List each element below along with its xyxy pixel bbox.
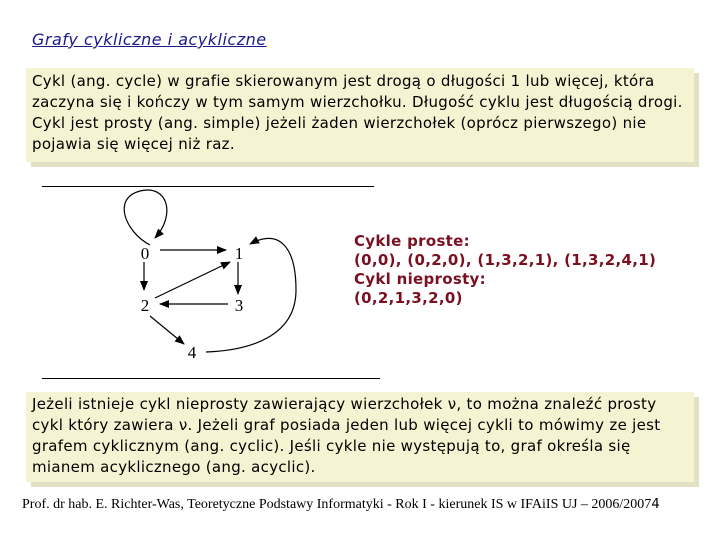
node-4-label: 4 <box>187 343 197 362</box>
simple-cycles-values: (0,0), (0,2,0), (1,3,2,1), (1,3,2,4,1) <box>354 251 657 269</box>
edge-0-0 <box>124 190 167 245</box>
node-0-label: 0 <box>140 244 150 263</box>
nonsimple-cycle-label: Cykl nieprosty: <box>354 270 486 288</box>
conclusion-text: Jeżeli istnieje cykl nieprosty zawierający wierzchołek ν, to można znaleźć prosty cykl który zawiera ν. Jeżeli graf posiada jeden lub więcej cykli to mówimy ze jest grafem cyklicznym (ang. cyclic). Jeśli cykle nie występują to, graf określa się mianem acyklicznego (ang. acyclic). <box>32 395 661 476</box>
definition-text: Cykl (ang. cycle) w grafie skierowanym jest drogą o długości 1 lub więcej, która zaczyna się i kończy w tym samym wierzchołku. Długość cyklu jest długością drogi. Cykl jest prosty (ang. simple) jeżeli żaden wierzchołek (oprócz pierwszego) nie pojawia się więcej niż raz. <box>32 72 683 153</box>
node-1-label: 1 <box>234 244 244 263</box>
nonsimple-cycle-values: (0,2,1,3,2,0) <box>354 289 463 307</box>
conclusion-box <box>26 392 694 482</box>
edge-2-4 <box>150 316 184 344</box>
simple-cycles-label: Cykle proste: <box>354 232 470 250</box>
edge-4-1 <box>206 239 296 352</box>
cycles-list <box>354 232 656 308</box>
page-title: Grafy cykliczne i acykliczne <box>32 30 267 49</box>
footer-text: Prof. dr hab. E. Richter-Was, Teoretyczne Podstawy Informatyki - Rok I - kierunek IS w IFAiIS UJ – 2006/2007 <box>22 497 652 512</box>
divider-bottom <box>42 378 380 379</box>
page-number: 4 <box>651 497 660 512</box>
node-2-label: 2 <box>140 296 150 315</box>
edge-2-1 <box>155 262 230 298</box>
node-3-label: 3 <box>234 296 244 315</box>
footer <box>22 497 660 513</box>
